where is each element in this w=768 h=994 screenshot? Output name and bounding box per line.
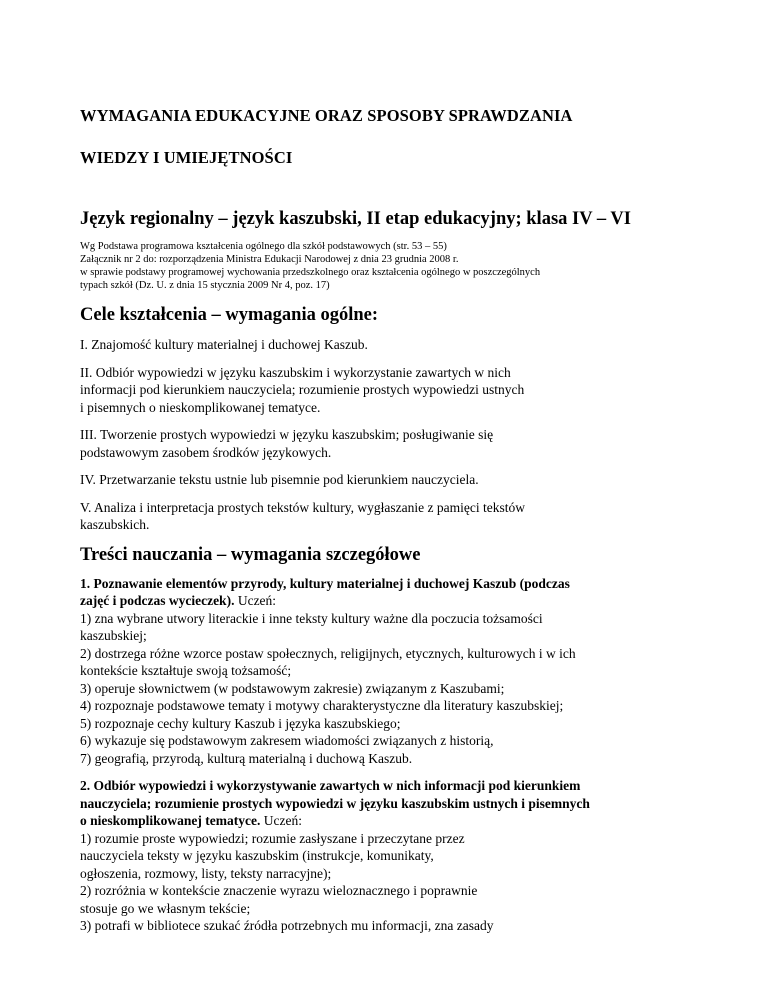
source-line: w sprawie podstawy programowej wychowania przedszkolnego oraz kształcenia ogólnego w poszczególnych [80,267,541,278]
requirement-heading-line: zajęć i podczas wycieczek). [80,593,235,608]
goal-line: podstawowym zasobem środków językowych. [80,444,332,460]
goal-item-3 [80,426,690,461]
source-line: Załącznik nr 2 do: rozporządzenia Ministra Edukacji Narodowej z dnia 23 grudnia 2008 r. [80,254,459,265]
document-title-line: WYMAGANIA EDUKACYJNE ORAZ SPOSOBY SPRAWDZANIA [80,106,573,125]
requirement-line: 2) rozróżnia w kontekście znaczenie wyrazu wieloznacznego i poprawnie [80,883,478,898]
requirement-line: 1) rozumie proste wypowiedzi; rozumie zasłyszane i przeczytane przez [80,830,465,846]
requirement-line: 1) zna wybrane utwory literackie i inne teksty kultury ważne dla poczucia tożsamości [80,610,543,626]
goal-line: I. Znajomość kultury materialnej i duchowej Kaszub. [80,337,368,352]
requirement-line: 3) operuje słownictwem (w podstawowym zakresie) związanym z Kaszubami; [80,680,505,696]
source-line: typach szkół (Dz. U. z dnia 15 stycznia 2009 Nr 4, poz. 17) [80,280,330,291]
requirement-line: nauczyciela teksty w języku kaszubskim (instrukcje, komunikaty, [80,848,434,863]
goal-item-5 [80,499,690,534]
goal-line: informacji pod kierunkiem nauczyciela; rozumienie prostych wypowiedzi ustnych [80,382,525,397]
document-title [80,84,690,189]
requirement-line: 4) rozpoznaje podstawowe tematy i motywy charakterystyczne dla literatury kaszubskiej; [80,698,564,713]
requirement-block-1 [80,575,690,768]
source-reference [80,240,690,292]
requirement-block-2 [80,777,690,935]
document-subtitle: Język regionalny – język kaszubski, II etap edukacyjny; klasa IV – VI [80,209,631,229]
requirement-line: 3) potrafi w bibliotece szukać źródła potrzebnych mu informacji, zna zasady [80,918,494,933]
goal-line: kaszubskich. [80,517,150,532]
goal-item-1 [80,336,690,354]
document-page [80,84,690,945]
requirement-line: kontekście kształtuje swoją tożsamość; [80,663,292,678]
requirement-suffix: Uczeń: [234,593,277,608]
goal-line: IV. Przetwarzanie tekstu ustnie lub pisemnie pod kierunkiem nauczyciela. [80,472,479,487]
requirement-heading-line: 2. Odbiór wypowiedzi i wykorzystywanie zawartych w nich informacji pod kierunkiem [80,778,581,793]
goal-line: II. Odbiór wypowiedzi w języku kaszubskim i wykorzystanie zawartych w nich [80,364,511,380]
goal-item-2 [80,364,690,417]
content-heading: Treści nauczania – wymagania szczegółowe [80,544,421,565]
goal-line: i pisemnych o nieskomplikowanej tematyce. [80,399,321,415]
document-title-line: WIEDZY I UMIEJĘTNOŚCI [80,148,293,167]
requirement-line: kaszubskiej; [80,628,147,643]
requirement-line: 7) geografią, przyrodą, kulturą materialną i duchową Kaszub. [80,750,413,766]
goal-line: III. Tworzenie prostych wypowiedzi w języku kaszubskim; posługiwanie się [80,427,494,442]
requirement-heading-line: o nieskomplikowanej tematyce. [80,813,261,828]
requirement-line: 2) dostrzega różne wzorce postaw społecznych, religijnych, etycznych, kulturowych i w ich [80,645,576,661]
requirement-line: ogłoszenia, rozmowy, listy, teksty narracyjne); [80,865,332,881]
requirement-heading-line: nauczyciela; rozumienie prostych wypowiedzi w języku kaszubskim ustnych i pisemnych [80,795,590,811]
requirement-suffix: Uczeń: [260,813,302,828]
source-line: Wg Podstawa programowa kształcenia ogólnego dla szkół podstawowych (str. 53 – 55) [80,241,447,252]
requirement-heading-line: 1. Poznawanie elementów przyrody, kultury materialnej i duchowej Kaszub (podczas [80,575,570,591]
requirement-line: 6) wykazuje się podstawowym zakresem wiadomości związanych z historią, [80,733,494,748]
requirement-line: stosuje go we własnym tekście; [80,900,251,916]
requirement-line: 5) rozpoznaje cechy kultury Kaszub i języka kaszubskiego; [80,715,401,731]
goal-item-4 [80,471,690,489]
general-goals-heading: Cele kształcenia – wymagania ogólne: [80,305,379,325]
goal-line: V. Analiza i interpretacja prostych tekstów kultury, wygłaszanie z pamięci tekstów [80,499,525,515]
